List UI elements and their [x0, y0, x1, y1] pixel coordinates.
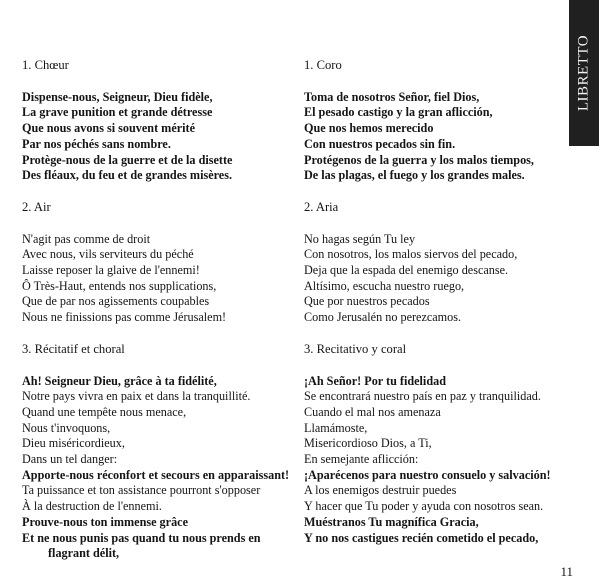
- libretto-section: [22, 58, 287, 184]
- libretto-section: [22, 341, 290, 562]
- libretto-section: [304, 342, 556, 546]
- verse-line: Con nuestros pecados sin fin.: [304, 136, 456, 151]
- verse-line: Y hacer que Tu poder y ayuda con nosotros sean.: [304, 499, 544, 514]
- verse-line: Dispense-nous, Seigneur, Dieu fidèle,: [22, 89, 213, 104]
- section-heading: 1. Coro: [304, 58, 342, 72]
- libretto-section: [304, 200, 556, 326]
- french-column: [22, 58, 290, 562]
- verse-line: Y no nos castigues recién cometido el pecado,: [304, 530, 539, 545]
- heading-spacer: [304, 216, 556, 232]
- verse-line: Avec nous, vils serviteurs du péché: [22, 247, 194, 262]
- heading-spacer: [22, 74, 287, 90]
- verse-line: Altísimo, escucha nuestro ruego,: [304, 278, 465, 293]
- verse-line: Nous t'invoquons,: [22, 420, 111, 435]
- section-heading: 3. Recitativo y coral: [304, 341, 407, 356]
- verse-line: El pesado castigo y la gran aflicción,: [304, 105, 493, 120]
- verse-line: Quand une tempête nous menace,: [22, 404, 187, 419]
- verse-line: Cuando el mal nos amenaza: [304, 404, 441, 419]
- verse-line: N'agit pas comme de droit: [22, 231, 151, 246]
- section-heading: 3. Récitatif et choral: [22, 341, 125, 356]
- heading-spacer: [304, 74, 556, 90]
- verse-line: En semejante aflicción:: [304, 452, 419, 467]
- verse-line: Et ne nous punis pas quand tu nous prends en: [22, 530, 261, 545]
- verse-line: Laisse reposer la glaive de l'ennemi!: [22, 263, 200, 278]
- section-spacer: [22, 184, 287, 200]
- verse-line: Como Jerusalén no perezcamos.: [304, 310, 462, 325]
- heading-spacer: [304, 358, 556, 374]
- heading-spacer: [22, 358, 287, 374]
- verse-line: Muéstranos Tu magnífica Gracia,: [304, 514, 479, 529]
- libretto-section: [304, 58, 556, 184]
- verse-line: A los enemigos destruir puedes: [304, 483, 457, 498]
- verse-line: Toma de nosotros Señor, fiel Dios,: [304, 89, 480, 104]
- verse-line: Protège-nous de la guerre et de la disette: [22, 152, 233, 167]
- libretto-tab-label: LIBRETTO: [575, 34, 592, 112]
- verse-line: ¡Ah Señor! Por tu fidelidad: [304, 373, 446, 388]
- libretto-tab: [569, 0, 599, 146]
- verse-line: Dans un tel danger:: [22, 452, 118, 467]
- verse-line: Par nos péchés sans nombre.: [22, 136, 171, 151]
- verse-line: Que por nuestros pecados: [304, 294, 430, 309]
- verse-line: flagrant délit,: [48, 546, 120, 561]
- verse-line: Prouve-nous ton immense grâce: [22, 514, 188, 529]
- libretto-section: [22, 200, 287, 326]
- verse-line: No hagas según Tu ley: [304, 231, 416, 246]
- verse-line: Misericordioso Dios, a Ti,: [304, 436, 432, 451]
- verse-line: Ta puissance et ton assistance pourront s'opposer: [22, 483, 261, 498]
- verse-line: Que nos hemos merecido: [304, 121, 434, 136]
- section-spacer: [304, 326, 556, 342]
- verse-line: Que nous avons si souvent mérité: [22, 121, 196, 136]
- verse-line: Se encontrará nuestro país en paz y tranquilidad.: [304, 389, 541, 404]
- verse-line: De las plagas, el fuego y los grandes males.: [304, 168, 525, 183]
- verse-line: Des fléaux, du feu et de grandes misères.: [22, 168, 232, 183]
- verse-line: À la destruction de l'ennemi.: [22, 499, 162, 514]
- verse-line: Ô Très-Haut, entends nos supplications,: [22, 278, 217, 293]
- verse-line: Protégenos de la guerra y los malos tiempos,: [304, 152, 534, 167]
- verse-line: Deja que la espada del enemigo descanse.: [304, 263, 509, 278]
- spanish-column: [304, 58, 556, 546]
- verse-line: Con nosotros, los malos siervos del pecado,: [304, 247, 518, 262]
- verse-line: Que de par nos agissements coupables: [22, 294, 210, 309]
- verse-line: Dieu miséricordieux,: [22, 436, 125, 451]
- page-number: 11: [560, 564, 573, 579]
- section-heading: 2. Air: [22, 199, 51, 214]
- verse-line: Nous ne finissions pas comme Jérusalem!: [22, 310, 227, 325]
- section-spacer: [22, 326, 287, 342]
- verse-line: Apporte-nous réconfort et secours en apparaissant!: [22, 467, 290, 482]
- section-spacer: [304, 184, 556, 200]
- section-heading: 2. Aria: [304, 199, 339, 214]
- verse-line: La grave punition et grande détresse: [22, 105, 213, 120]
- verse-line: Ah! Seigneur Dieu, grâce à ta fidélité,: [22, 373, 217, 388]
- verse-line: Llamámoste,: [304, 420, 368, 435]
- section-heading: 1. Chœur: [22, 58, 69, 72]
- verse-line: ¡Aparécenos para nuestro consuelo y salvación!: [304, 467, 551, 482]
- verse-line: Notre pays vivra en paix et dans la tranquillité.: [22, 389, 251, 404]
- heading-spacer: [22, 216, 287, 232]
